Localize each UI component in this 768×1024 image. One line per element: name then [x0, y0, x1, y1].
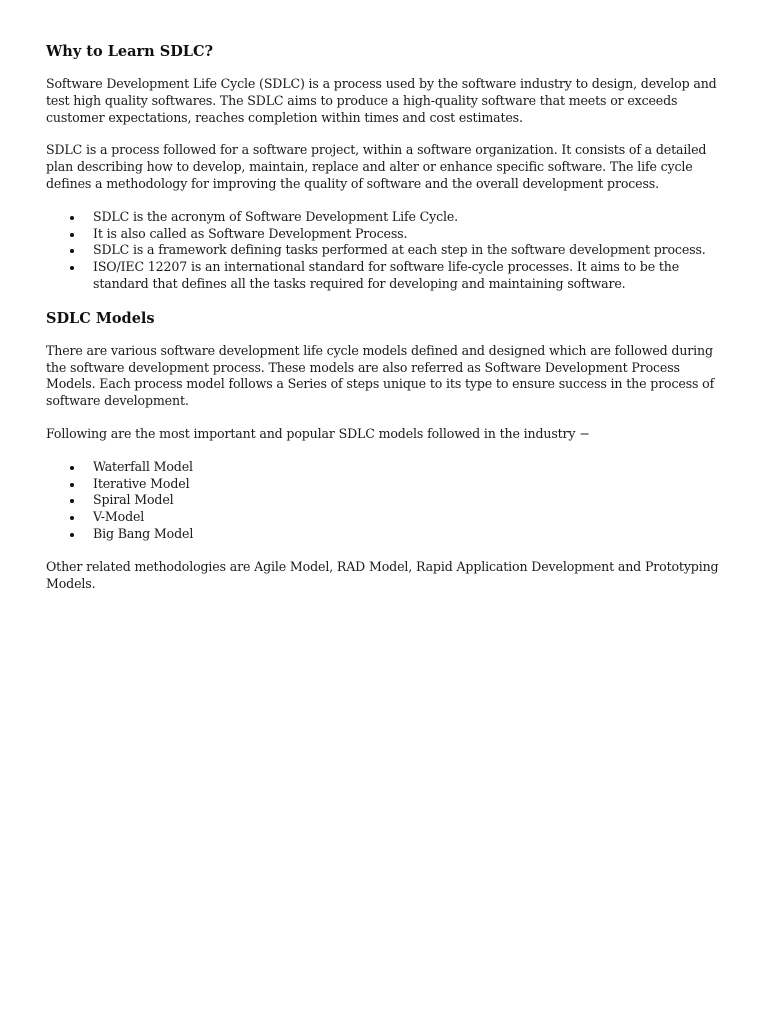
- list-item: ISO/IEC 12207 is an international standard for software life-cycle processes. It aims to be the standard that defines all the tasks required for developing and maintaining software.: [46, 259, 726, 293]
- list-item: It is also called as Software Development Process.: [46, 226, 726, 243]
- list-item: Iterative Model: [46, 476, 726, 493]
- section-sdlc-models: [46, 309, 726, 593]
- paragraph-related-methodologies: Other related methodologies are Agile Model, RAD Model, Rapid Application Development and Prototyping Models.: [46, 558, 719, 591]
- sdlc-facts-list: [46, 209, 726, 293]
- list-item: Big Bang Model: [46, 526, 726, 543]
- document-page: [46, 42, 726, 608]
- sdlc-models-list: [46, 459, 726, 543]
- list-item: Spiral Model: [46, 492, 726, 509]
- list-item: SDLC is the acronym of Software Development Life Cycle.: [46, 209, 726, 226]
- section-why-learn-sdlc: [46, 42, 726, 293]
- list-item: Waterfall Model: [46, 459, 726, 476]
- paragraph-sdlc-process: SDLC is a process followed for a software project, within a software organization. It consists of a detailed plan describing how to develop, maintain, replace and alter or enhance specific software. The life cycle defines a methodology for improving the quality of software and the overall development process.: [46, 142, 707, 191]
- paragraph-models-intro: There are various software development life cycle models defined and designed which are followed during the software development process. These models are also referred as Software Development Process Models. Each process model follows a Series of steps unique to its type to ensure success in the process of software development.: [46, 342, 715, 409]
- heading-why-learn-sdlc: Why to Learn SDLC?: [46, 43, 214, 60]
- paragraph-sdlc-definition: Software Development Life Cycle (SDLC) is a process used by the software industry to design, develop and test high quality softwares. The SDLC aims to produce a high-quality software that meets or exceeds customer expectations, reaches completion within times and cost estimates.: [46, 76, 717, 125]
- list-item: SDLC is a framework defining tasks performed at each step in the software development process.: [46, 242, 726, 259]
- heading-sdlc-models: SDLC Models: [46, 309, 155, 327]
- paragraph-models-lead: Following are the most important and popular SDLC models followed in the industry −: [46, 425, 590, 441]
- list-item: V-Model: [46, 509, 726, 526]
